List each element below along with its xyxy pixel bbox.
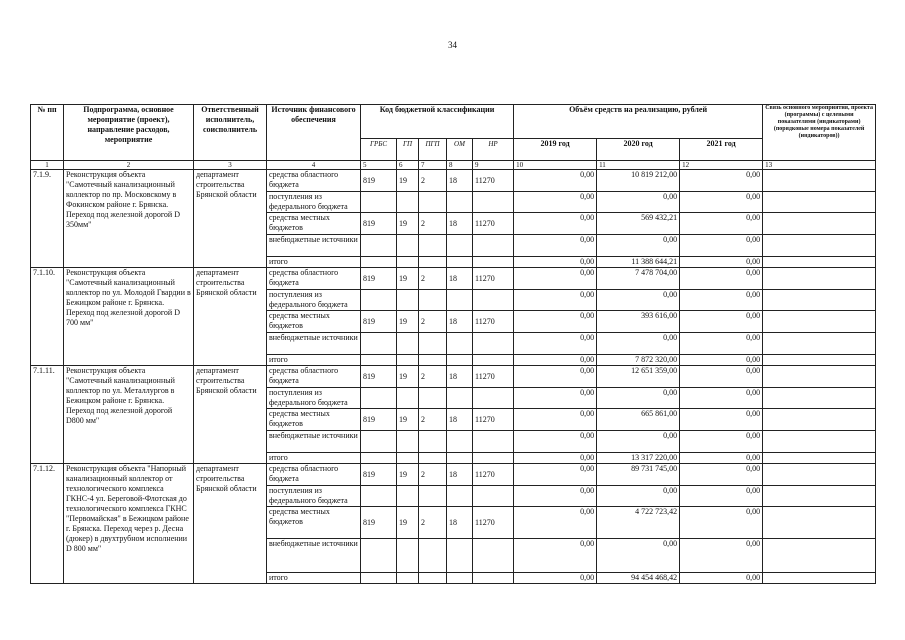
gp-cell: 19 (397, 464, 419, 486)
value-2021: 0,00 (680, 290, 763, 311)
nr-cell (473, 355, 514, 366)
value-2020: 0,00 (597, 539, 680, 573)
om-cell: 18 (447, 268, 473, 290)
nr-cell: 11270 (473, 409, 514, 431)
om-cell: 18 (447, 213, 473, 235)
link-cell (763, 366, 876, 388)
value-2019: 0,00 (514, 507, 597, 539)
value-2021: 0,00 (680, 213, 763, 235)
header-nr: НР (473, 139, 514, 161)
entry-description: Реконструкция объекта "Самотечный канализационный коллектор по ул. Металлургов в Бежицком районе г. Брянска. Переход под железной дорогой D800 мм" (64, 366, 194, 464)
link-cell (763, 464, 876, 486)
value-2021: 0,00 (680, 333, 763, 355)
budget-table (30, 104, 876, 584)
value-2019: 0,00 (514, 486, 597, 507)
link-cell (763, 573, 876, 584)
source-cell: средства местных бюджетов (267, 311, 361, 333)
link-cell (763, 507, 876, 539)
gp-cell (397, 431, 419, 453)
pgp-cell: 2 (419, 464, 447, 486)
value-2019: 0,00 (514, 453, 597, 464)
value-2021: 0,00 (680, 311, 763, 333)
value-2021: 0,00 (680, 409, 763, 431)
om-cell (447, 388, 473, 409)
source-cell: средства областного бюджета (267, 268, 361, 290)
header-pgp: ПГП (419, 139, 447, 161)
nr-cell: 11270 (473, 311, 514, 333)
grbs-cell: 819 (361, 311, 397, 333)
source-cell: поступления из федерального бюджета (267, 486, 361, 507)
link-cell (763, 539, 876, 573)
value-2021: 0,00 (680, 453, 763, 464)
gp-cell (397, 388, 419, 409)
grbs-cell (361, 388, 397, 409)
entry-number: 7.1.11. (31, 366, 64, 464)
link-cell (763, 409, 876, 431)
pgp-cell (419, 539, 447, 573)
gp-cell: 19 (397, 268, 419, 290)
gp-cell (397, 486, 419, 507)
pgp-cell (419, 453, 447, 464)
source-cell: средства областного бюджета (267, 464, 361, 486)
source-cell: средства местных бюджетов (267, 507, 361, 539)
nr-cell: 11270 (473, 507, 514, 539)
value-2021: 0,00 (680, 388, 763, 409)
grbs-cell: 819 (361, 507, 397, 539)
source-cell: внебюджетные источники (267, 235, 361, 257)
value-2020: 12 651 359,00 (597, 366, 680, 388)
entry-responsible: департамент строительства Брянской области (194, 464, 267, 584)
nr-cell (473, 539, 514, 573)
link-cell (763, 170, 876, 192)
value-2019: 0,00 (514, 355, 597, 366)
header-amount: Объём средств на реализацию, рублей (514, 105, 763, 139)
column-number: 13 (763, 161, 876, 170)
value-2020: 7 478 704,00 (597, 268, 680, 290)
nr-cell (473, 573, 514, 584)
value-2019: 0,00 (514, 170, 597, 192)
column-number: 3 (194, 161, 267, 170)
nr-cell: 11270 (473, 464, 514, 486)
om-cell (447, 355, 473, 366)
gp-cell: 19 (397, 213, 419, 235)
source-cell: поступления из федерального бюджета (267, 290, 361, 311)
header-subprogram: Подпрограмма, основное мероприятие (проект), направление расходов, мероприятие (64, 105, 194, 161)
source-cell: итого (267, 453, 361, 464)
value-2021: 0,00 (680, 507, 763, 539)
entry-responsible: департамент строительства Брянской области (194, 366, 267, 464)
value-2020: 0,00 (597, 486, 680, 507)
value-2020: 4 722 723,42 (597, 507, 680, 539)
source-cell: итого (267, 257, 361, 268)
link-cell (763, 213, 876, 235)
grbs-cell (361, 333, 397, 355)
pgp-cell: 2 (419, 268, 447, 290)
column-number: 4 (267, 161, 361, 170)
column-numbers-row (31, 161, 876, 170)
header-source: Источник финансового обеспечения (267, 105, 361, 161)
table-row (31, 464, 876, 486)
value-2019: 0,00 (514, 464, 597, 486)
grbs-cell (361, 539, 397, 573)
header-num: № пп (31, 105, 64, 161)
column-number: 1 (31, 161, 64, 170)
header-2020: 2020 год (597, 139, 680, 161)
value-2020: 0,00 (597, 333, 680, 355)
value-2019: 0,00 (514, 268, 597, 290)
grbs-cell: 819 (361, 213, 397, 235)
entry-description: Реконструкция объекта "Самотечный канализационный коллектор по ул. Молодой Гвардии в Бежицком районе г. Брянска. Переход под железной дорогой D 700 мм" (64, 268, 194, 366)
om-cell (447, 486, 473, 507)
nr-cell (473, 388, 514, 409)
value-2019: 0,00 (514, 388, 597, 409)
value-2019: 0,00 (514, 257, 597, 268)
value-2021: 0,00 (680, 257, 763, 268)
nr-cell (473, 257, 514, 268)
entry-number: 7.1.12. (31, 464, 64, 584)
pgp-cell: 2 (419, 213, 447, 235)
column-number: 9 (473, 161, 514, 170)
entry-description: Реконструкция объекта "Напорный канализационный коллектор от технологического комплекса ГКНС-4 ул. Береговой-Флотская до технологического комплекса ГКНС "Первомайская" в Бежицком районе г. Брянска. Переход через р. Десна (дюкер) в двухтрубном исполнении D 800 мм" (64, 464, 194, 584)
om-cell (447, 290, 473, 311)
grbs-cell (361, 290, 397, 311)
grbs-cell (361, 355, 397, 366)
link-cell (763, 235, 876, 257)
om-cell (447, 333, 473, 355)
nr-cell: 11270 (473, 213, 514, 235)
gp-cell (397, 453, 419, 464)
value-2019: 0,00 (514, 573, 597, 584)
nr-cell (473, 192, 514, 213)
om-cell: 18 (447, 366, 473, 388)
pgp-cell (419, 355, 447, 366)
nr-cell (473, 453, 514, 464)
value-2021: 0,00 (680, 235, 763, 257)
grbs-cell: 819 (361, 366, 397, 388)
grbs-cell (361, 192, 397, 213)
pgp-cell (419, 573, 447, 584)
nr-cell (473, 431, 514, 453)
value-2020: 393 616,00 (597, 311, 680, 333)
link-cell (763, 355, 876, 366)
pgp-cell (419, 235, 447, 257)
om-cell: 18 (447, 409, 473, 431)
column-number: 6 (397, 161, 419, 170)
om-cell: 18 (447, 311, 473, 333)
entry-number: 7.1.10. (31, 268, 64, 366)
grbs-cell (361, 235, 397, 257)
value-2019: 0,00 (514, 290, 597, 311)
pgp-cell: 2 (419, 507, 447, 539)
link-cell (763, 388, 876, 409)
grbs-cell: 819 (361, 464, 397, 486)
pgp-cell (419, 388, 447, 409)
gp-cell (397, 235, 419, 257)
source-cell: внебюджетные источники (267, 431, 361, 453)
pgp-cell (419, 486, 447, 507)
value-2020: 0,00 (597, 388, 680, 409)
gp-cell (397, 333, 419, 355)
gp-cell (397, 257, 419, 268)
value-2021: 0,00 (680, 573, 763, 584)
entry-number: 7.1.9. (31, 170, 64, 268)
column-number: 10 (514, 161, 597, 170)
value-2020: 13 317 220,00 (597, 453, 680, 464)
gp-cell (397, 355, 419, 366)
value-2020: 10 819 212,00 (597, 170, 680, 192)
header-link: Связь основного мероприятия, проекта (программы) с целевыми показателями (индикаторами) (порядковые номера показателей (индикаторов)) (763, 105, 876, 161)
value-2019: 0,00 (514, 333, 597, 355)
column-number: 12 (680, 161, 763, 170)
value-2019: 0,00 (514, 192, 597, 213)
table-row (31, 268, 876, 290)
gp-cell: 19 (397, 507, 419, 539)
grbs-cell (361, 431, 397, 453)
nr-cell (473, 486, 514, 507)
value-2020: 7 872 320,00 (597, 355, 680, 366)
pgp-cell: 2 (419, 366, 447, 388)
value-2020: 0,00 (597, 431, 680, 453)
value-2021: 0,00 (680, 355, 763, 366)
om-cell: 18 (447, 464, 473, 486)
nr-cell (473, 333, 514, 355)
value-2020: 0,00 (597, 290, 680, 311)
om-cell: 18 (447, 507, 473, 539)
value-2020: 0,00 (597, 192, 680, 213)
value-2021: 0,00 (680, 268, 763, 290)
source-cell: поступления из федерального бюджета (267, 192, 361, 213)
header-gp: ГП (397, 139, 419, 161)
nr-cell: 11270 (473, 268, 514, 290)
source-cell: итого (267, 355, 361, 366)
value-2019: 0,00 (514, 213, 597, 235)
table-row (31, 170, 876, 192)
link-cell (763, 431, 876, 453)
value-2021: 0,00 (680, 431, 763, 453)
gp-cell (397, 192, 419, 213)
pgp-cell (419, 333, 447, 355)
header-budget-code: Код бюджетной классификации (361, 105, 514, 139)
nr-cell (473, 235, 514, 257)
nr-cell: 11270 (473, 366, 514, 388)
value-2020: 89 731 745,00 (597, 464, 680, 486)
pgp-cell: 2 (419, 311, 447, 333)
value-2021: 0,00 (680, 366, 763, 388)
pgp-cell (419, 192, 447, 213)
header-grbs: ГРБС (361, 139, 397, 161)
source-cell: средства местных бюджетов (267, 213, 361, 235)
link-cell (763, 311, 876, 333)
value-2021: 0,00 (680, 192, 763, 213)
om-cell (447, 257, 473, 268)
value-2020: 569 432,21 (597, 213, 680, 235)
om-cell (447, 192, 473, 213)
pgp-cell: 2 (419, 170, 447, 192)
pgp-cell (419, 257, 447, 268)
gp-cell (397, 539, 419, 573)
table-row (31, 366, 876, 388)
header-2021: 2021 год (680, 139, 763, 161)
link-cell (763, 290, 876, 311)
grbs-cell: 819 (361, 268, 397, 290)
om-cell (447, 235, 473, 257)
page-number: 34 (448, 40, 457, 50)
source-cell: средства областного бюджета (267, 170, 361, 192)
value-2021: 0,00 (680, 464, 763, 486)
link-cell (763, 453, 876, 464)
om-cell (447, 453, 473, 464)
gp-cell: 19 (397, 366, 419, 388)
grbs-cell (361, 573, 397, 584)
source-cell: средства областного бюджета (267, 366, 361, 388)
grbs-cell (361, 486, 397, 507)
header-om: ОМ (447, 139, 473, 161)
value-2021: 0,00 (680, 486, 763, 507)
source-cell: итого (267, 573, 361, 584)
column-number: 5 (361, 161, 397, 170)
nr-cell (473, 290, 514, 311)
column-number: 8 (447, 161, 473, 170)
header-2019: 2019 год (514, 139, 597, 161)
om-cell (447, 539, 473, 573)
value-2020: 0,00 (597, 235, 680, 257)
value-2019: 0,00 (514, 235, 597, 257)
grbs-cell: 819 (361, 409, 397, 431)
grbs-cell: 819 (361, 170, 397, 192)
source-cell: внебюджетные источники (267, 539, 361, 573)
gp-cell (397, 290, 419, 311)
grbs-cell (361, 257, 397, 268)
gp-cell: 19 (397, 170, 419, 192)
column-number: 11 (597, 161, 680, 170)
value-2019: 0,00 (514, 366, 597, 388)
source-cell: внебюджетные источники (267, 333, 361, 355)
entry-responsible: департамент строительства Брянской области (194, 268, 267, 366)
gp-cell: 19 (397, 311, 419, 333)
value-2019: 0,00 (514, 311, 597, 333)
source-cell: средства местных бюджетов (267, 409, 361, 431)
om-cell: 18 (447, 170, 473, 192)
om-cell (447, 573, 473, 584)
value-2019: 0,00 (514, 409, 597, 431)
value-2020: 11 388 644,21 (597, 257, 680, 268)
link-cell (763, 257, 876, 268)
value-2021: 0,00 (680, 170, 763, 192)
gp-cell (397, 573, 419, 584)
header-responsible: Ответственный исполнитель, соисполнитель (194, 105, 267, 161)
grbs-cell (361, 453, 397, 464)
column-number: 7 (419, 161, 447, 170)
link-cell (763, 486, 876, 507)
entry-responsible: департамент строительства Брянской области (194, 170, 267, 268)
pgp-cell: 2 (419, 409, 447, 431)
om-cell (447, 431, 473, 453)
link-cell (763, 333, 876, 355)
value-2020: 94 454 468,42 (597, 573, 680, 584)
nr-cell: 11270 (473, 170, 514, 192)
column-number: 2 (64, 161, 194, 170)
value-2021: 0,00 (680, 539, 763, 573)
value-2019: 0,00 (514, 431, 597, 453)
gp-cell: 19 (397, 409, 419, 431)
value-2019: 0,00 (514, 539, 597, 573)
value-2020: 665 861,00 (597, 409, 680, 431)
link-cell (763, 268, 876, 290)
link-cell (763, 192, 876, 213)
pgp-cell (419, 290, 447, 311)
pgp-cell (419, 431, 447, 453)
entry-description: Реконструкция объекта "Самотечный канализационный коллектор по пр. Московскому в Фокинском районе г. Брянска. Переход под железной дорогой D 350мм" (64, 170, 194, 268)
source-cell: поступления из федерального бюджета (267, 388, 361, 409)
